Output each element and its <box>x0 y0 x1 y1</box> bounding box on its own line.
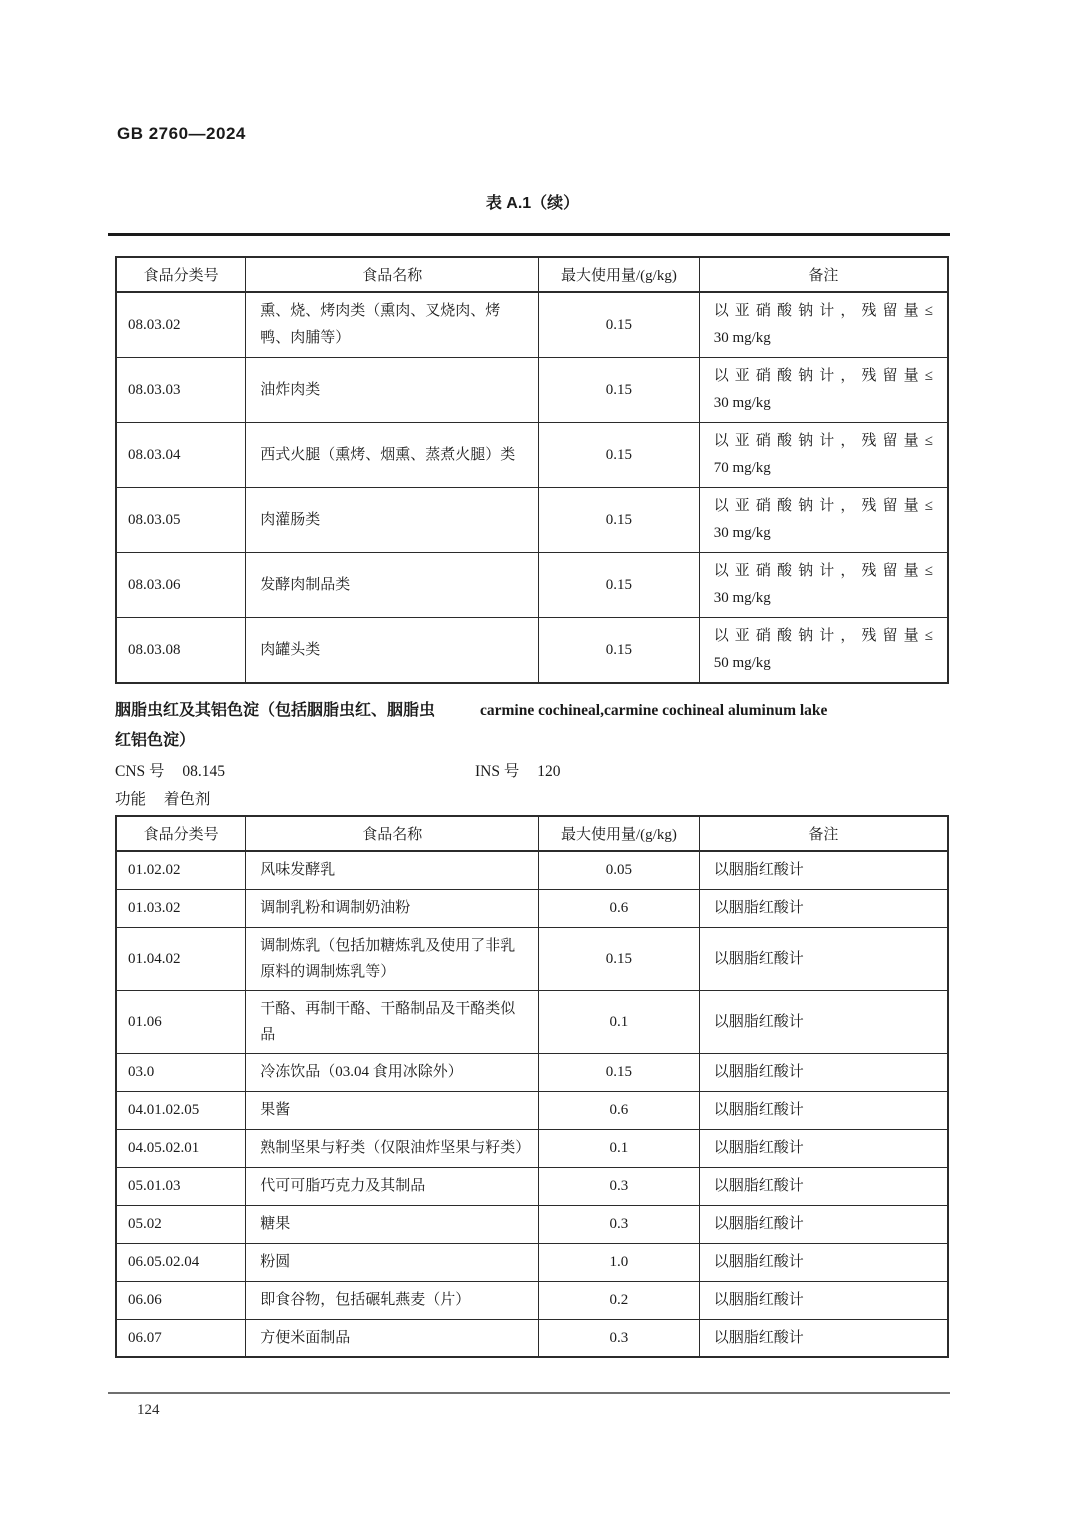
food-name: 干酪、再制干酪、干酪制品及干酪类似品 <box>246 990 539 1053</box>
remark: 以胭脂红酸计 <box>699 851 948 889</box>
food-category-code: 06.05.02.04 <box>116 1243 246 1281</box>
remark <box>699 553 948 618</box>
page-number: 124 <box>137 1402 160 1418</box>
max-usage-value: 0.15 <box>539 927 700 990</box>
remark: 以胭脂红酸计 <box>699 1243 948 1281</box>
max-usage-value: 0.15 <box>539 1053 700 1091</box>
remark: 以胭脂红酸计 <box>699 927 948 990</box>
table-row <box>116 1243 948 1281</box>
remark-line2: 30 mg/kg <box>713 395 771 411</box>
remark-line2: 30 mg/kg <box>713 525 771 541</box>
table-caption: 表 A.1（续） <box>485 195 580 212</box>
function-line <box>115 786 950 814</box>
remark-line2: 30 mg/kg <box>713 330 771 346</box>
food-category-code: 06.07 <box>116 1319 246 1357</box>
table-row <box>116 1205 948 1243</box>
remark: 以胭脂红酸计 <box>699 889 948 927</box>
max-usage-value: 0.2 <box>539 1281 700 1319</box>
food-name: 调制炼乳（包括加糖炼乳及使用了非乳原料的调制炼乳等） <box>246 927 539 990</box>
remark-line1: 以亚硝酸钠计，残留量≤ <box>713 433 933 449</box>
remark <box>699 292 948 358</box>
food-category-code: 08.03.08 <box>116 618 246 684</box>
food-category-code: 08.03.05 <box>116 488 246 553</box>
max-usage-value: 0.6 <box>539 889 700 927</box>
column-header-remark: 备注 <box>699 816 948 851</box>
ins-value: 120 <box>537 763 561 780</box>
column-header-remark: 备注 <box>699 257 948 292</box>
table-header-row <box>116 816 948 851</box>
food-name: 熏、烧、烤肉类（熏肉、叉烧肉、烤鸭、肉脯等） <box>246 292 539 358</box>
max-usage-value: 0.15 <box>539 618 700 684</box>
max-usage-value: 0.15 <box>539 423 700 488</box>
table-row <box>116 488 948 553</box>
food-name: 果酱 <box>246 1091 539 1129</box>
remark: 以胭脂红酸计 <box>699 1129 948 1167</box>
max-usage-value: 0.1 <box>539 990 700 1053</box>
food-name: 调制乳粉和调制奶油粉 <box>246 889 539 927</box>
food-category-code: 01.04.02 <box>116 927 246 990</box>
table-row <box>116 851 948 889</box>
top-rule-divider <box>108 233 950 236</box>
food-name: 糖果 <box>246 1205 539 1243</box>
remark: 以胭脂红酸计 <box>699 1091 948 1129</box>
table-row <box>116 358 948 423</box>
ins-label: INS 号 <box>475 763 520 780</box>
column-header-max-usage: 最大使用量/(g/kg) <box>539 816 700 851</box>
food-category-code: 05.02 <box>116 1205 246 1243</box>
function-label: 功能 <box>115 791 147 808</box>
cns-ins-line <box>115 758 950 786</box>
additive-section <box>115 696 950 814</box>
table-row <box>116 292 948 358</box>
max-usage-value: 0.3 <box>539 1205 700 1243</box>
table-row <box>116 1091 948 1129</box>
table-row <box>116 553 948 618</box>
function-value: 着色剂 <box>163 791 211 808</box>
remark-line1: 以亚硝酸钠计，残留量≤ <box>713 628 933 644</box>
column-header-food-name: 食品名称 <box>246 257 539 292</box>
ins-group <box>475 758 560 786</box>
cns-label: CNS 号 <box>115 763 165 780</box>
table-row <box>116 1129 948 1167</box>
food-category-code: 08.03.03 <box>116 358 246 423</box>
max-usage-value: 0.15 <box>539 292 700 358</box>
max-usage-value: 0.3 <box>539 1319 700 1357</box>
cns-value: 08.145 <box>182 763 226 780</box>
food-name: 肉灌肠类 <box>246 488 539 553</box>
remark <box>699 423 948 488</box>
column-header-max-usage: 最大使用量/(g/kg) <box>539 257 700 292</box>
food-name: 风味发酵乳 <box>246 851 539 889</box>
remark-line2: 30 mg/kg <box>713 590 771 606</box>
food-category-code: 01.02.02 <box>116 851 246 889</box>
column-header-food-category-code: 食品分类号 <box>116 816 246 851</box>
food-name: 方便米面制品 <box>246 1319 539 1357</box>
max-usage-value: 0.3 <box>539 1167 700 1205</box>
food-category-code: 05.01.03 <box>116 1167 246 1205</box>
remark-line1: 以亚硝酸钠计，残留量≤ <box>713 303 933 319</box>
food-name: 代可可脂巧克力及其制品 <box>246 1167 539 1205</box>
max-usage-value: 0.05 <box>539 851 700 889</box>
remark: 以胭脂红酸计 <box>699 1053 948 1091</box>
remark: 以胭脂红酸计 <box>699 1167 948 1205</box>
footer-rule-divider <box>108 1392 950 1394</box>
food-category-code: 08.03.02 <box>116 292 246 358</box>
table-row <box>116 423 948 488</box>
food-category-code: 03.0 <box>116 1053 246 1091</box>
column-header-food-name: 食品名称 <box>246 816 539 851</box>
max-usage-value: 0.15 <box>539 488 700 553</box>
table-row <box>116 927 948 990</box>
food-name: 冷冻饮品（03.04 食用冰除外） <box>246 1053 539 1091</box>
additive-meta <box>115 758 950 814</box>
remark <box>699 488 948 553</box>
food-name: 熟制坚果与籽类（仅限油炸坚果与籽类） <box>246 1129 539 1167</box>
table-sodium-nitrite-usage <box>115 256 949 684</box>
max-usage-value: 0.15 <box>539 358 700 423</box>
food-category-code: 01.03.02 <box>116 889 246 927</box>
food-name: 肉罐头类 <box>246 618 539 684</box>
food-category-code: 04.01.02.05 <box>116 1091 246 1129</box>
food-name: 即食谷物，包括碾轧燕麦（片） <box>246 1281 539 1319</box>
remark-line2: 70 mg/kg <box>713 460 771 476</box>
food-category-code: 04.05.02.01 <box>116 1129 246 1167</box>
table-row <box>116 1053 948 1091</box>
table-header-row <box>116 257 948 292</box>
max-usage-value: 0.6 <box>539 1091 700 1129</box>
doc-number: GB 2760—2024 <box>117 124 246 143</box>
additive-name-chinese: 胭脂虫红及其铝色淀（包括胭脂虫红、胭脂虫红铝色淀） <box>115 702 436 749</box>
remark: 以胭脂红酸计 <box>699 1281 948 1319</box>
remark <box>699 358 948 423</box>
remark: 以胭脂红酸计 <box>699 990 948 1053</box>
remark <box>699 618 948 684</box>
food-name: 西式火腿（熏烤、烟熏、蒸煮火腿）类 <box>246 423 539 488</box>
max-usage-value: 0.1 <box>539 1129 700 1167</box>
table-row <box>116 990 948 1053</box>
max-usage-value: 1.0 <box>539 1243 700 1281</box>
remark-line1: 以亚硝酸钠计，残留量≤ <box>713 368 933 384</box>
max-usage-value: 0.15 <box>539 553 700 618</box>
food-category-code: 01.06 <box>116 990 246 1053</box>
remark: 以胭脂红酸计 <box>699 1205 948 1243</box>
food-category-code: 08.03.06 <box>116 553 246 618</box>
column-header-food-category-code: 食品分类号 <box>116 257 246 292</box>
remark: 以胭脂红酸计 <box>699 1319 948 1357</box>
remark-line1: 以亚硝酸钠计，残留量≤ <box>713 563 933 579</box>
remark-line1: 以亚硝酸钠计，残留量≤ <box>713 498 933 514</box>
additive-names <box>115 696 950 756</box>
food-name: 油炸肉类 <box>246 358 539 423</box>
food-name: 发酵肉制品类 <box>246 553 539 618</box>
table-row <box>116 1319 948 1357</box>
table-carmine-usage <box>115 815 949 1358</box>
table-row <box>116 889 948 927</box>
food-category-code: 08.03.04 <box>116 423 246 488</box>
food-category-code: 06.06 <box>116 1281 246 1319</box>
table-row <box>116 1281 948 1319</box>
food-name: 粉圆 <box>246 1243 539 1281</box>
remark-line2: 50 mg/kg <box>713 655 771 671</box>
table-row <box>116 1167 948 1205</box>
additive-name-english: carmine cochineal,carmine cochineal aluminum lake <box>480 702 828 719</box>
table-row <box>116 618 948 684</box>
